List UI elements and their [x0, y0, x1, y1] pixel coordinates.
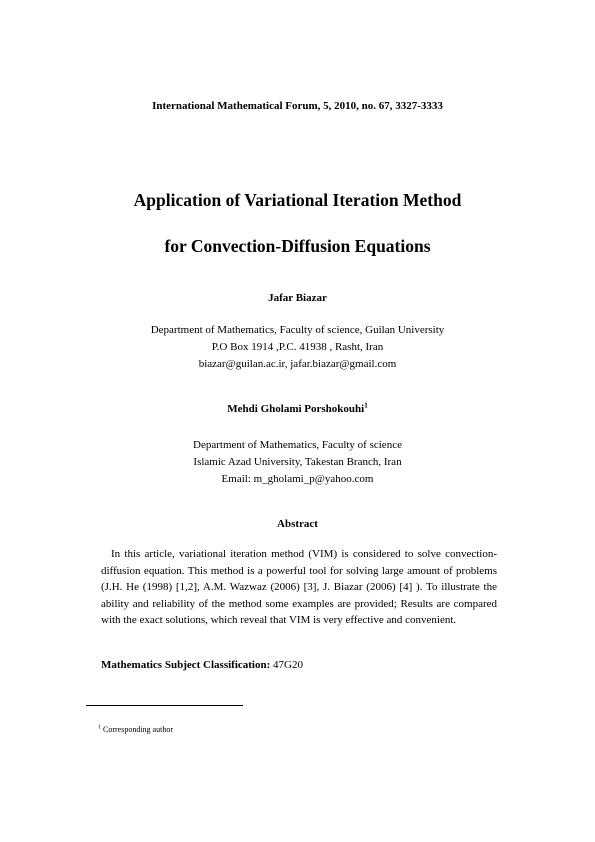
footnote-divider: [86, 705, 243, 706]
msc-line: [101, 659, 303, 671]
msc-value: 47G20: [273, 659, 303, 671]
author-2-name-text: Mehdi Gholami Porshokouhi: [227, 403, 365, 415]
abstract-heading: Abstract: [277, 518, 318, 530]
author-2-affiliation: [0, 437, 595, 488]
author-1-email: biazar@guilan.ac.ir, jafar.biazar@gmail.com: [198, 358, 397, 370]
author-2-email: Email: m_gholami_p@yahoo.com: [221, 473, 374, 485]
footnote: [98, 725, 173, 734]
author-1-affiliation-line: P.O Box 1914 ,P.C. 41938 , Rasht, Iran: [211, 341, 384, 353]
author-1-affiliation-line: Department of Mathematics, Faculty of science, Guilan University: [150, 324, 445, 336]
author-1-affiliation: [0, 322, 595, 373]
paper-title-line-2: for Convection-Diffusion Equations: [164, 236, 431, 256]
paper-title-line-1: Application of Variational Iteration Method: [133, 190, 462, 210]
author-2-name: [0, 403, 595, 415]
abstract-text: In this article, variational iteration method (VIM) is considered to solve convection-diffusion equation. This method is a powerful tool for solving large amount of problems (J.H. He (1998) [1,2], A.M. Wazwaz (2006) [3], J. Biazar (2006) [4] ). To illustrate the ability and reliability of the method some examples are provided; Results are compared with the exact solutions, which reveal that VIM is very effective and convenient.: [101, 548, 497, 627]
author-2-footnote-mark: 1: [364, 401, 368, 410]
footnote-mark: 1: [98, 724, 101, 731]
msc-label: Mathematics Subject Classification:: [101, 659, 271, 671]
author-2-affiliation-line: Islamic Azad University, Takestan Branch, Iran: [193, 456, 402, 468]
author-1-name: Jafar Biazar: [268, 292, 327, 304]
journal-header: International Mathematical Forum, 5, 2010, no. 67, 3327-3333: [152, 100, 443, 112]
author-2-affiliation-line: Department of Mathematics, Faculty of science: [193, 439, 402, 451]
footnote-text: Corresponding author: [103, 725, 173, 734]
